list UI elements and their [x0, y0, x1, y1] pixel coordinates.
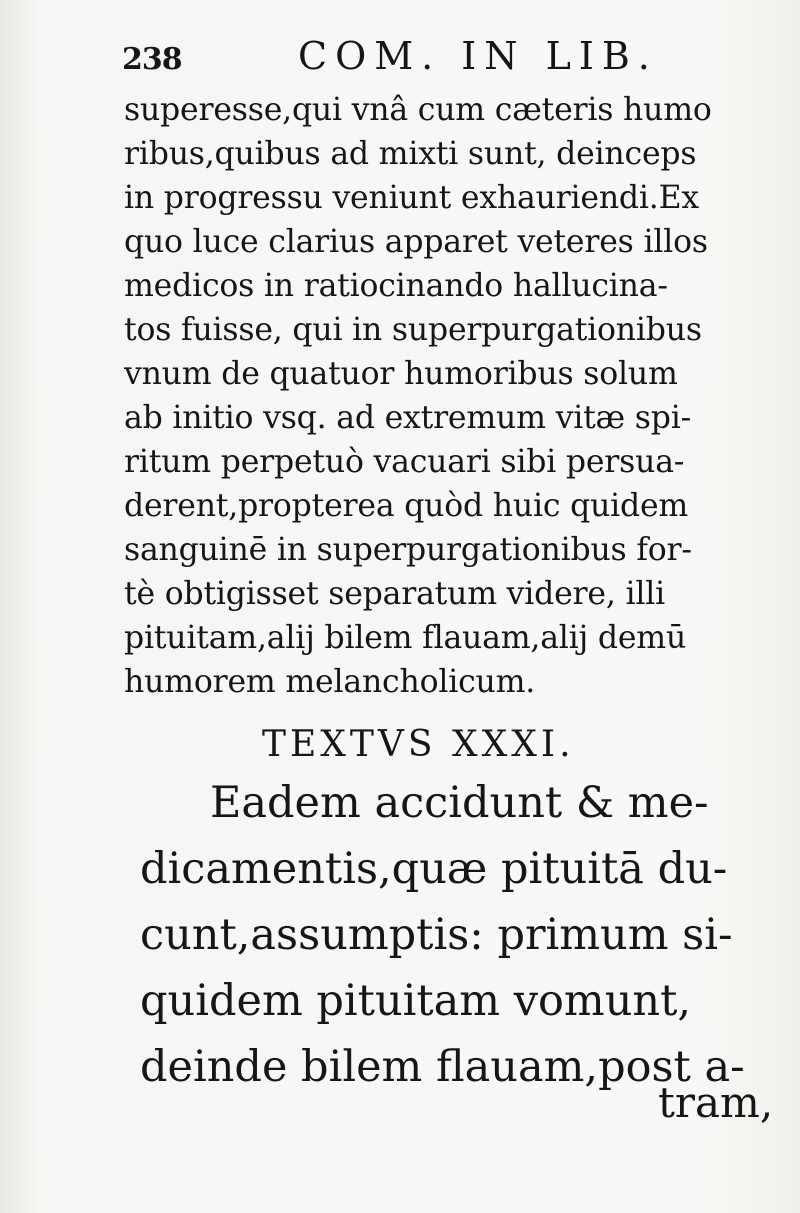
commentary-line: ab initio vsq. ad extremum vitæ spi- [124, 400, 692, 436]
commentary-line: superesse,qui vnâ cum cæteris humo [124, 92, 712, 128]
running-head: COM. IN LIB. [298, 34, 658, 78]
commentary-line: quo luce clarius apparet veteres illos [124, 224, 708, 260]
main-text-line: deinde bilem flauam,post a- [140, 1042, 745, 1092]
main-text-line: dicamentis,quæ pituitā du- [140, 844, 728, 894]
main-text-line: Eadem accidunt & me- [210, 778, 709, 828]
main-text-line: quidem pituitam vomunt, [140, 976, 692, 1026]
section-heading: TEXTVS XXXI. [262, 724, 575, 765]
page-number: 238 [122, 42, 182, 77]
page-header [120, 34, 658, 94]
commentary-line: derent,propterea quòd huic quidem [124, 488, 689, 524]
commentary-line: in progressu veniunt exhauriendi.Ex [124, 180, 699, 216]
commentary-line: ribus,quibus ad mixti sunt, deinceps [124, 136, 697, 172]
commentary-line: ritum perpetuò vacuari sibi persua- [124, 444, 685, 480]
catchword: tram, [658, 1078, 774, 1127]
commentary-line: tos fuisse, qui in superpurgationibus [124, 312, 702, 348]
commentary-line: pituitam,alij bilem flauam,alij demū [124, 620, 687, 656]
commentary-line: sanguinē in superpurgationibus for- [124, 532, 692, 568]
commentary-line: tè obtigisset separatum videre, illi [124, 576, 665, 612]
commentary-line: medicos in ratiocinando hallucina- [124, 268, 668, 304]
main-text-line: cunt,assumptis: primum si- [140, 910, 733, 960]
commentary-line: humorem melancholicum. [124, 664, 536, 700]
commentary-line: vnum de quatuor humoribus solum [124, 356, 678, 392]
